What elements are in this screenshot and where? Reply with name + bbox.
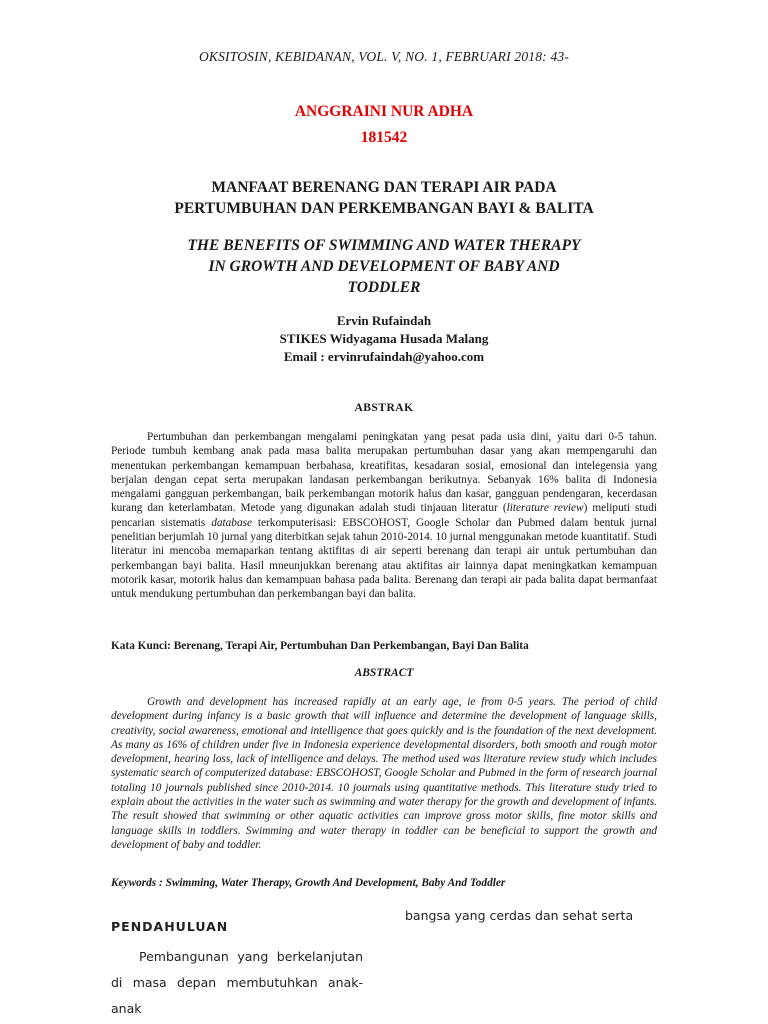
keywords: Keywords : Swimming, Water Therapy, Growth And Development, Baby And Toddler [111,877,506,889]
english-title-line-3: TODDLER [347,279,421,296]
author-email: Email : ervinrufaindah@yahoo.com [283,349,485,364]
journal-header: OKSITOSIN, KEBIDANAN, VOL. V, NO. 1, FEBRUARI 2018: 43- [198,49,570,64]
english-title-line-1: THE BENEFITS OF SWIMMING AND WATER THERAPY [187,237,581,254]
kata-kunci: Kata Kunci: Berenang, Terapi Air, Pertumbuhan Dan Perkembangan, Bayi Dan Balita [111,640,529,652]
indonesian-title-line-2: PERTUMBUHAN DAN PERKEMBANGAN BAYI & BALITA [174,200,594,217]
abstrak-italic-literature-review: literature review [506,502,584,515]
abstrak-text-3: terkomputerisasi: EBSCOHOST, Google Scholar dan Pubmed dalam bentuk jurnal penelitian berjumlah 10 jurnal yang diterbitkan sejak tahun 2010-2014. 10 jurnal menggunakan metode kuantitatif. Studi literatur ini mencoba memaparkan tentang aktifitas di air seperti berenang dan terapi air untuk pertumbuhan dan perkembangan bayi balita. Hasil mneunjukkan berenang atau aktifitas air lainnya dapat meningkatkan kemampuan motorik kasar, motorik halus dan kemampuan bahasa pada balita. Berenang dan terapi air pada balita dapat bermanfaat untuk mendukung pertumbuhan dan perkembangan bayi dan balita. [111,516,657,601]
indonesian-title-line-1: MANFAAT BERENANG DAN TERAPI AIR PADA [211,179,557,196]
abstrak-italic-database: database [211,516,253,529]
abstract-paragraph: Growth and development has increased rapidly at an early age, ie from 0-5 years. The period of child development during infancy is a basic growth that will influence and determine the development of language skills, creativity, social awareness, emotional and intelligence that goes quickly and is the foundation of the next development. As many as 16% of children under five in Indonesia experience developmental disorders, both smooth and rough motor development, hearing loss, lack of intelligence and delays. The method used was literature review study which includes systematic search of computerized database: EBSCOHOST, Google Scholar and Pubmed in the form of research journal totaling 10 journals published since 2010-2014. 10 journals using quantitative methods. This literature study tried to explain about the activities in the water such as swimming and water therapy for the growth and development of infants. The result showed that swimming or other aquatic activities can improve gross motor skills, fine motor skills and language skills in toddlers. Swimming and water therapy in toddler can be beneficial to support the growth and development of baby and toddler. [111,696,657,851]
abstrak-heading: ABSTRAK [354,402,414,414]
student-id: 181542 [360,129,408,146]
body-text-right: bangsa yang cerdas dan sehat serta [405,908,634,923]
english-title [120,235,648,298]
author-info [0,312,768,366]
body-text-left: Pembangunan yang berkelanjutan di masa depan membutuhkan anak-anak [111,949,363,1016]
author-name: Ervin Rufaindah [336,313,432,328]
abstrak-paragraph [111,430,657,602]
indonesian-title [120,177,648,219]
section-heading-pendahuluan: PENDAHULUAN [111,919,229,934]
student-name: ANGGRAINI NUR ADHA [294,103,474,120]
abstract-heading: ABSTRACT [354,667,414,679]
abstrak-text-1: Pertumbuhan dan perkembangan mengalami peningkatan yang pesat pada usia dini, yaitu dari 0-5 tahun. Periode tumbuh kembang anak pada masa balita merupakan pertumbuhan dasar yang akan mempengaruhi dan menentukan perkembangan kemampuan berbahasa, kreatifitas, kesadaran sosial, emosional dan intelegensia yang berjalan dengan cepat serta merupakan landasan perkembangan berikutnya. Sebanyak 16% balita di Indonesia mengalami gangguan perkembangan, baik perkembangan motorik halus dan kasar, gangguan pendengaran, kecerdasan kurang dan keterlambatan. Metode yang digunakan adalah studi tinjauan literatur ( [111,431,657,515]
author-affiliation: STIKES Widyagama Husada Malang [279,331,489,346]
body-left-column [111,919,363,1022]
abstrak-text-2: ) meliputi studi pencarian sistematis [111,502,657,529]
english-title-line-2: IN GROWTH AND DEVELOPMENT OF BABY AND [208,258,560,275]
